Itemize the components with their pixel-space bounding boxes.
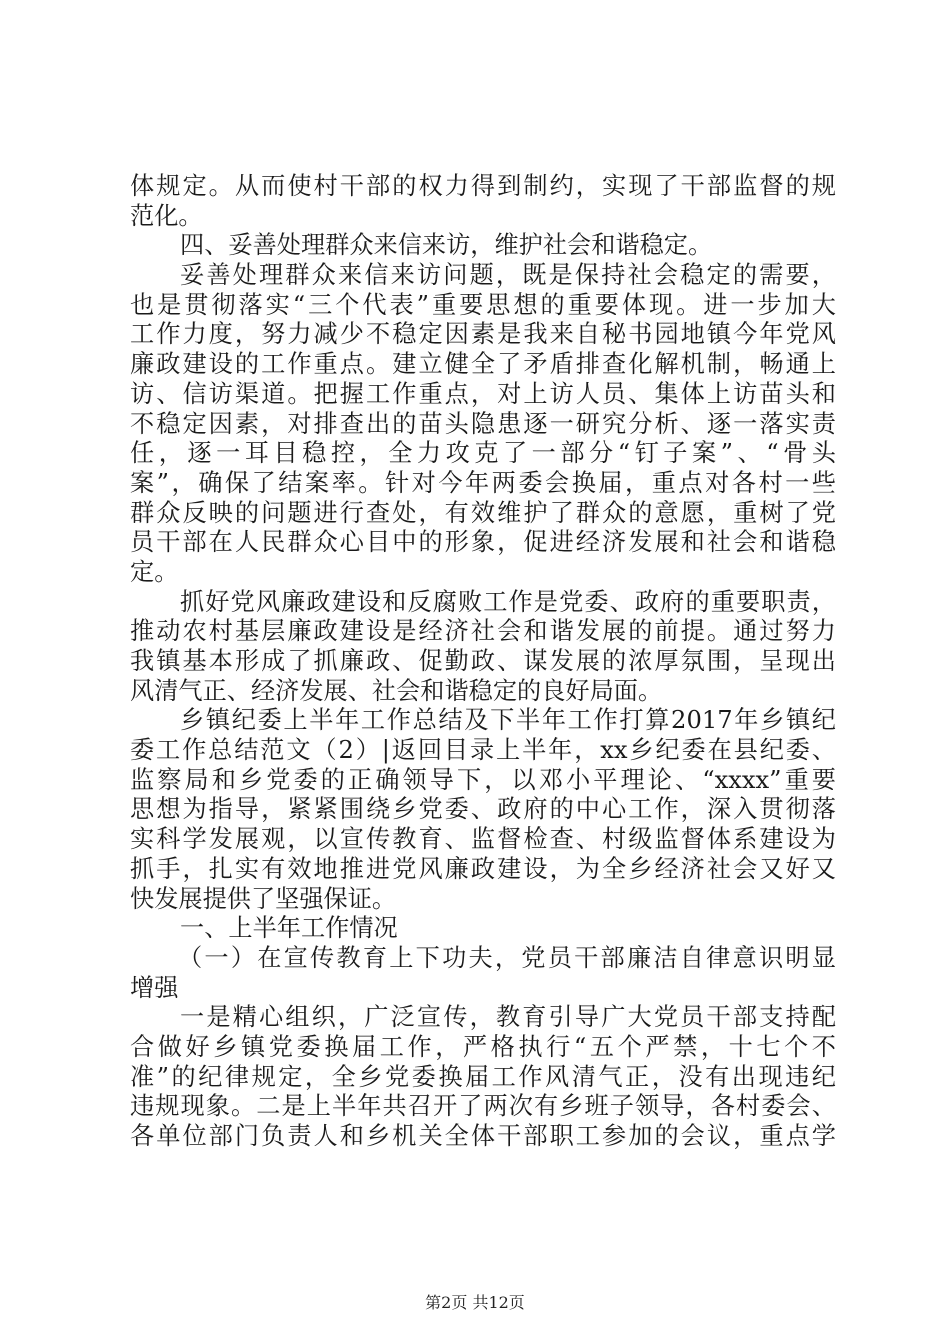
text-line: 访、信访渠道。把握工作重点，对上访人员、集体上访苗头和 [130, 379, 836, 408]
page-number-footer: 第2页 共12页 [425, 1293, 525, 1312]
text-line: 员干部在人民群众心目中的形象，促进经济发展和社会和谐稳 [130, 528, 836, 557]
text-line: 监察局和乡党委的正确领导下，以邓小平理论、“xxxx”重要 [130, 765, 836, 794]
text-line: 抓好党风廉政建设和反腐败工作是党委、政府的重要职责， [180, 587, 836, 616]
text-line: 定。 [130, 557, 179, 586]
text-line: 工作力度，努力减少不稳定因素是我来自秘书园地镇今年党风 [130, 320, 836, 349]
text-line: 我镇基本形成了抓廉政、促勤政、谋发展的浓厚氛围，呈现出 [130, 647, 836, 675]
text-line: 四、妥善处理群众来信来访，维护社会和谐稳定。 [180, 231, 713, 260]
text-line: 任，逐一耳目稳控，全力攻克了一部分“钉子案”、“骨头 [130, 439, 836, 468]
text-line: 妥善处理群众来信来访问题，既是保持社会稳定的需要， [180, 261, 836, 290]
text-line: 推动农村基层廉政建设是经济社会和谐发展的前提。通过努力 [130, 617, 836, 646]
text-line: 范化。 [130, 201, 203, 230]
text-line: 实科学发展观，以宣传教育、监督检查、村级监督体系建设为 [130, 825, 836, 854]
text-line: 增强 [130, 973, 179, 1002]
text-line: 风清气正、经济发展、社会和谐稳定的良好局面。 [130, 676, 663, 705]
text-line: 各单位部门负责人和乡机关全体干部职工参加的会议，重点学 [130, 1122, 836, 1150]
text-line: 体规定。从而使村干部的权力得到制约，实现了干部监督的规 [130, 172, 836, 200]
text-line: 案”，确保了结案率。针对今年两委会换届，重点对各村一些 [130, 468, 836, 497]
document-body [130, 172, 836, 1152]
text-line: 一、上半年工作情况 [180, 914, 398, 943]
text-line: 乡镇纪委上半年工作总结及下半年工作打算2017年乡镇纪 [180, 706, 836, 735]
text-line: 思想为指导，紧紧围绕乡党委、政府的中心工作，深入贯彻落 [130, 795, 836, 824]
text-line: （一）在宣传教育上下功夫，党员干部廉洁自律意识明显 [178, 943, 836, 972]
text-line: 也是贯彻落实“三个代表”重要思想的重要体现。进一步加大 [130, 290, 836, 319]
text-line: 一是精心组织，广泛宣传，教育引导广大党员干部支持配 [180, 1003, 836, 1032]
text-line: 快发展提供了坚强保证。 [130, 884, 397, 913]
text-line: 委工作总结范文（2）|返回目录上半年，xx乡纪委在县纪委、 [130, 736, 836, 765]
text-line: 准”的纪律规定，全乡党委换届工作风清气正，没有出现违纪 [130, 1062, 836, 1091]
text-line: 抓手，扎实有效地推进党风廉政建设，为全乡经济社会又好又 [130, 854, 836, 883]
text-line: 不稳定因素，对排查出的苗头隐患逐一研究分析、逐一落实责 [130, 409, 836, 438]
text-line: 合做好乡镇党委换届工作，严格执行“五个严禁，十七个不 [130, 1032, 836, 1061]
text-line: 违规现象。二是上半年共召开了两次有乡班子领导，各村委会、 [130, 1092, 836, 1121]
text-line: 群众反映的问题进行查处，有效维护了群众的意愿，重树了党 [130, 498, 836, 527]
text-line: 廉政建设的工作重点。建立健全了矛盾排查化解机制，畅通上 [130, 350, 836, 379]
